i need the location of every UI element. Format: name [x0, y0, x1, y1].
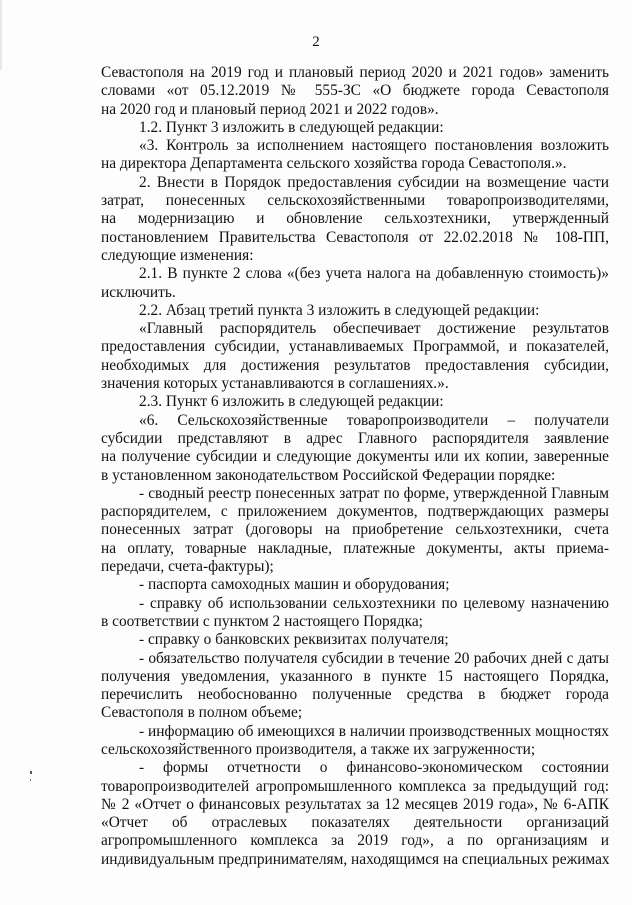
- text-line: постановлением Правительства Севастополя от 22.02.2018 № 108-ПП,: [101, 228, 609, 246]
- text-line: агропромышленного комплекса за 2019 год», а по организациям и: [101, 832, 609, 850]
- text-line: на модернизацию и обновление сельхозтехники, утвержденный: [101, 210, 609, 228]
- text-line: 1.2. Пункт 3 изложить в следующей редакции:: [139, 118, 444, 136]
- page-number: 2: [312, 34, 320, 50]
- text-line: получения уведомления, указанного в пункте 15 настоящего Порядка,: [101, 667, 609, 685]
- text-line: 2. Внести в Порядок предоставления субсидии на возмещение части: [139, 173, 609, 191]
- text-line: - обязательство получателя субсидии в течение 20 рабочих дней с даты: [139, 649, 609, 667]
- text-line: товаропроизводителей агропромышленного комплекса за предыдущий год:: [101, 777, 609, 795]
- text-line: на 2020 год и плановый период 2021 и 2022 годов».: [101, 100, 439, 118]
- text-line: необходимых для достижения результатов предоставления субсидии,: [101, 356, 609, 374]
- text-line: предоставления субсидии, устанавливаемых Программой, и показателей,: [101, 338, 609, 356]
- text-line: передачи, счета-фактуры);: [101, 558, 274, 576]
- text-line: № 2 «Отчет о финансовых результатах за 12 месяцев 2019 года», № 6-АПК: [101, 795, 609, 813]
- text-line: сельскохозяйственного производителя, а также их загруженности;: [101, 740, 536, 758]
- text-line: - формы отчетности о финансово-экономическом состоянии: [139, 759, 609, 777]
- text-line: - паспорта самоходных машин и оборудования;: [139, 576, 450, 594]
- scan-speck: [30, 771, 32, 774]
- text-line: субсидии представляют в адрес Главного распорядителя заявление: [101, 429, 609, 447]
- text-line: распорядителем, с приложением документов, подтверждающих размеры: [101, 503, 609, 521]
- text-line: «Главный распорядитель обеспечивает достижение результатов: [139, 320, 609, 338]
- text-line: словами «от 05.12.2019 № 555-ЗС «О бюджете города Севастополя: [101, 82, 609, 100]
- text-line: перечислить необоснованно полученные средства в бюджет города: [101, 686, 609, 704]
- text-line: в соответствии с пунктом 2 настоящего Порядка;: [101, 612, 423, 630]
- text-line: Севастополя на 2019 год и плановый период 2020 и 2021 годов» заменить: [101, 64, 609, 81]
- text-line: «Отчет об отраслевых показателях деятельности организаций: [101, 814, 609, 832]
- text-line: следующие изменения:: [101, 246, 254, 264]
- text-line: «6. Сельскохозяйственные товаропроизводители – получатели: [139, 411, 609, 429]
- text-line: 2.1. В пункте 2 слова «(без учета налога на добавленную стоимость)»: [139, 265, 609, 283]
- text-line: затрат, понесенных сельскохозяйственными товаропроизводителями,: [101, 192, 609, 210]
- text-line: - сводный реестр понесенных затрат по форме, утвержденной Главным: [139, 484, 609, 502]
- text-line: исключить.: [101, 283, 176, 301]
- text-line: значения которых устанавливаются в соглашениях.».: [101, 375, 449, 393]
- text-line: 2.2. Абзац третий пункта 3 изложить в следующей редакции:: [139, 301, 540, 319]
- text-line: - информацию об имеющихся в наличии производственных мощностях: [139, 722, 609, 740]
- text-line: 2.3. Пункт 6 изложить в следующей редакции:: [139, 393, 444, 411]
- text-line: на оплату, товарные накладные, платежные документы, акты приема-: [101, 539, 609, 557]
- text-line: - справку о банковских реквизитах получателя;: [139, 631, 449, 649]
- text-line: понесенных затрат (договоры на приобретение сельхозтехники, счета: [101, 521, 609, 539]
- document-body: [101, 64, 609, 869]
- text-line: - справку об использовании сельхозтехники по целевому назначению: [139, 594, 609, 612]
- text-line: индивидуальным предпринимателям, находящимся на специальных режимах: [101, 850, 610, 868]
- text-line: на получение субсидии и следующие документы или их копии, заверенные: [101, 448, 609, 466]
- text-line: Севастополя в полном объеме;: [101, 704, 303, 722]
- text-line: на директора Департамента сельского хозяйства города Севастополя.».: [101, 155, 567, 173]
- scan-speck: [30, 779, 31, 781]
- text-line: «3. Контроль за исполнением настоящего постановления возложить: [139, 137, 609, 155]
- text-line: в установленном законодательством Российской Федерации порядке:: [101, 466, 556, 484]
